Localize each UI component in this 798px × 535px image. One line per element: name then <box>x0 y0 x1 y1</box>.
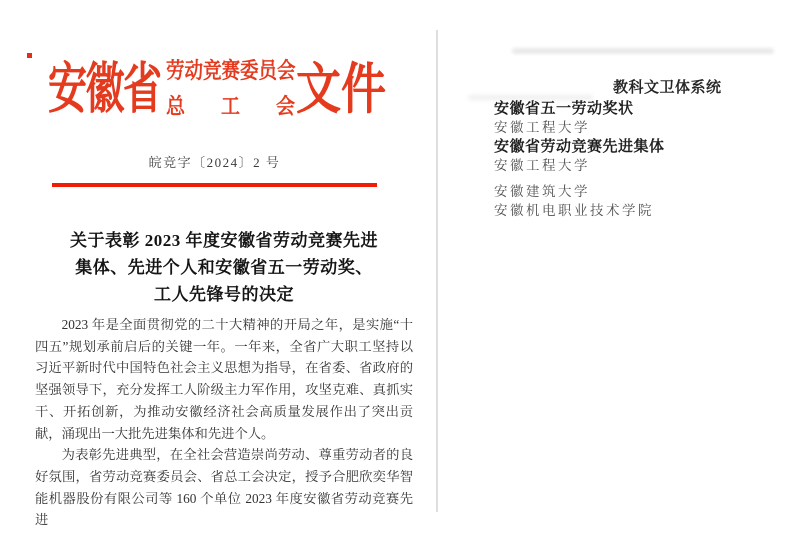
document-page-2 <box>438 0 798 535</box>
award-category: 安徽省劳动竞赛先进集体 <box>494 138 665 155</box>
document-number: 皖竞字〔2024〕2 号 <box>148 155 281 170</box>
award-recipient: 安徽建筑大学 <box>494 184 590 199</box>
award-category: 安徽省五一劳动奖状 <box>494 100 634 117</box>
letterhead-committee-line: 劳动竞赛委员会 <box>166 59 296 84</box>
scan-artifact-smudge <box>512 48 774 54</box>
letterhead-org-name: 安徽省 <box>48 59 161 121</box>
award-recipient: 安徽机电职业技术学院 <box>494 203 654 218</box>
body-paragraph: 2023 年是全面贯彻党的二十大精神的开局之年，是实施“十四五”规划承前启后的关键一年。一年来，全省广大职工坚持以习近平新时代中国特色社会主义思想为指导，在省委、省政府的坚强领导下，充分发挥工人阶级主力军作用，攻坚克难、真抓实干、开拓创新，为推动安徽经济社会高质量发展作出了突出贡献，涌现出一大批先进集体和先进个人。 <box>35 317 413 441</box>
award-recipient: 安徽工程大学 <box>494 158 590 173</box>
section-heading: 教科文卫体系统 <box>613 79 722 96</box>
body-paragraph: 为表彰先进典型，在全社会营造崇尚劳动、尊重劳动者的良好氛围，省劳动竞赛委员会、省总工会决定，授予合肥欣奕华智能机器股份有限公司等 160 个单位 2023 年度安徽省劳动竞赛先进 <box>35 447 413 528</box>
letterhead-doc-type: 文件 <box>296 59 387 121</box>
award-list <box>494 99 784 220</box>
red-separator-line <box>52 183 377 187</box>
document-title <box>35 227 413 308</box>
award-recipient: 安徽工程大学 <box>494 120 590 135</box>
document-body <box>35 314 413 531</box>
letterhead-union-line: 总工会 <box>166 94 295 119</box>
title-line: 工人先锋号的决定 <box>154 285 294 304</box>
title-line: 关于表彰 2023 年度安徽省劳动竞赛先进 <box>70 231 378 250</box>
red-corner-mark <box>27 53 32 58</box>
title-line: 集体、先进个人和安徽省五一劳动奖、 <box>75 258 373 277</box>
